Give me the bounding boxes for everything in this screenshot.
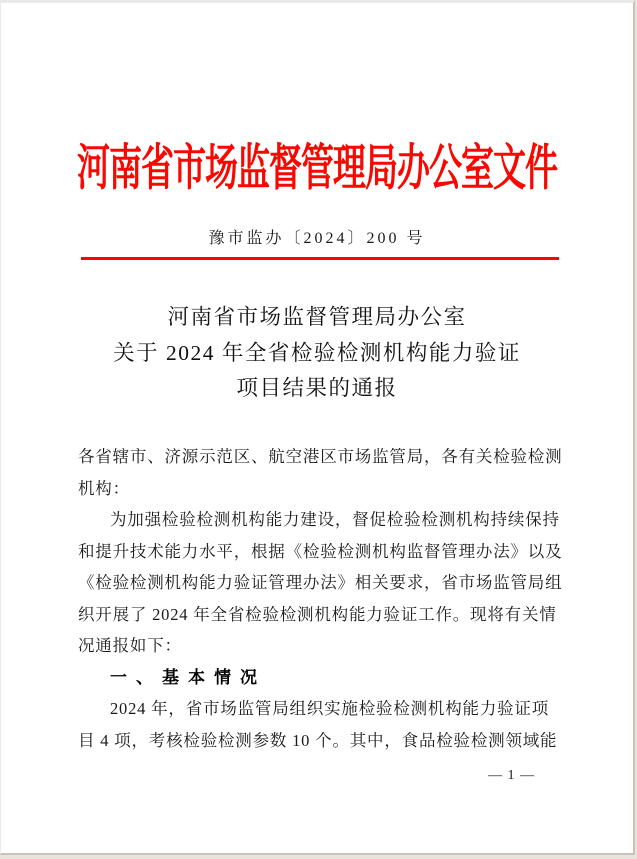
document-title-line-1: 河南省市场监督管理局办公室 — [167, 305, 467, 329]
red-divider-rule — [81, 257, 559, 260]
section-heading-basic-situation: 一、基本情况 — [110, 667, 266, 687]
body-line-salutation-continued: 机构： — [78, 478, 130, 498]
document-title-line-3: 项目结果的通报 — [236, 376, 398, 400]
body-line: 况通报如下： — [78, 636, 182, 655]
page-number: — 1 — — [488, 768, 535, 783]
body-line: 2024 年，省市场监管局组织实施检验检测机构能力验证项 — [110, 699, 550, 718]
body-line: 为加强检验检测机构能力建设，督促检验检测机构持续保持 — [110, 510, 560, 529]
official-letterhead-banner: 河南省市场监督管理局办公室文件 — [77, 142, 557, 197]
document-title — [1, 300, 633, 407]
document-reference-number: 豫市监办〔2024〕200 号 — [208, 230, 426, 247]
body-line-salutation: 各省辖市、济源示范区、航空港区市场监管局，各有关检验检测 — [78, 447, 563, 466]
document-title-line-2: 关于 2024 年全省检验检测机构能力验证 — [113, 340, 521, 365]
document-body — [78, 441, 564, 756]
body-line: 目 4 项，考核检验检测参数 10 个。其中，食品检验检测领域能 — [78, 730, 558, 750]
body-line: 织开展了 2024 年全省检验检测机构能力验证工作。现将有关情 — [78, 604, 557, 624]
body-line: 《检验检测机构能力验证管理办法》相关要求，省市场监管局组 — [78, 573, 563, 592]
body-line: 和提升技术能力水平，根据《检验检测机构监督管理办法》以及 — [78, 541, 563, 561]
